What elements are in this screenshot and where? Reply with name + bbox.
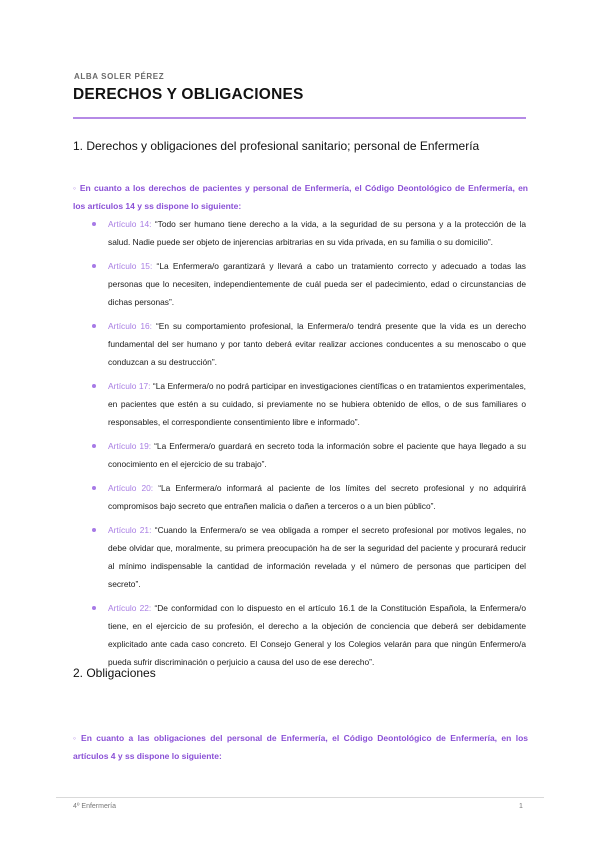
article-ref: Artículo 16: [108, 321, 153, 331]
intro-bullet-icon: ◦ [73, 733, 79, 743]
list-item [108, 257, 526, 311]
intro-bullet-icon: ◦ [73, 183, 77, 193]
list-item [108, 317, 526, 371]
bullet-icon [92, 324, 96, 328]
author-name: ALBA SOLER PÉREZ [74, 72, 165, 81]
bullet-icon [92, 606, 96, 610]
article-ref: Artículo 20: [108, 483, 154, 493]
article-text: “La Enfermera/o informará al paciente de los límites del secreto profesional y no adquirirá compromisos bajo secreto que entrañen malicia o dañen a terceros o a un bien público”. [108, 483, 526, 511]
title-divider [73, 117, 526, 119]
page-number: 1 [519, 803, 523, 810]
section-heading-1: 1. Derechos y obligaciones del profesional sanitario; personal de Enfermería [73, 139, 480, 153]
bullet-icon [92, 222, 96, 226]
section-intro-1-text: En cuanto a los derechos de pacientes y personal de Enfermería, el Código Deontológico de Enfermería, en los artículos 14 y ss dispone lo siguiente: [73, 183, 529, 211]
article-text: “La Enfermera/o garantizará y llevará a cabo un tratamiento correcto y adecuado a todas las personas que lo necesiten, independientemente de cuál pueda ser el padecimiento, edad o circunstancias de dichas personas”. [108, 261, 526, 307]
list-item [108, 521, 526, 593]
footer-divider [56, 797, 544, 798]
article-ref: Artículo 21: [108, 525, 152, 535]
list-item [108, 599, 526, 671]
article-text: “Todo ser humano tiene derecho a la vida, a la seguridad de su persona y a la protección de la salud. Nadie puede ser objeto de injerencias arbitrarias en su vida privada, en su familia o su domicilio”. [108, 219, 527, 247]
article-text: “La Enfermera/o no podrá participar en investigaciones científicas o en tratamientos experimentales, en pacientes que estén a su cuidado, si previamente no se hubiera obtenido de ellos, o de sus familiares o responsables, el correspondiente consentimiento libre e informado”. [108, 381, 526, 427]
section-intro-2 [73, 729, 528, 765]
list-item [108, 479, 526, 515]
list-item [108, 377, 526, 431]
bullet-icon [92, 444, 96, 448]
article-ref: Artículo 14: [108, 219, 152, 229]
section-intro-1 [73, 179, 528, 215]
list-item [108, 437, 526, 473]
document-title: DERECHOS Y OBLIGACIONES [73, 86, 304, 103]
bullet-icon [92, 486, 96, 490]
article-text: “De conformidad con lo dispuesto en el artículo 16.1 de la Constitución Española, la Enfermera/o tiene, en el ejercicio de su profesión, el derecho a la objeción de conciencia que deberá ser debidamente explicitado ante cada caso concreto. El Consejo General y los Colegios velarán para que ningún Enfermero/a pueda sufrir discriminación o perjuicio a causa del uso de ese derecho”. [108, 603, 526, 667]
article-ref: Artículo 15: [108, 261, 153, 271]
article-text: “La Enfermera/o guardará en secreto toda la información sobre el paciente que haya llegado a su conocimiento en el ejercicio de su trabajo”. [108, 441, 526, 469]
article-ref: Artículo 19: [108, 441, 152, 451]
article-ref: Artículo 22: [108, 603, 152, 613]
article-ref: Artículo 17: [108, 381, 151, 391]
bullet-icon [92, 264, 96, 268]
section-heading-2: 2. Obligaciones [73, 666, 156, 680]
article-text: “En su comportamiento profesional, la Enfermera/o tendrá presente que la vida es un derecho fundamental del ser humano y por tanto deberá evitar realizar acciones conducentes a su menoscabo o que conduzcan a su destrucción”. [108, 321, 526, 367]
list-item [108, 215, 526, 251]
articles-list [108, 215, 526, 677]
footer-course: 4º Enfermería [73, 803, 117, 810]
section-intro-2-text: En cuanto a las obligaciones del personal de Enfermería, el Código Deontológico de Enfermería, en los artículos 4 y ss dispone lo siguiente: [73, 733, 529, 761]
bullet-icon [92, 384, 96, 388]
article-text: “Cuando la Enfermera/o se vea obligada a romper el secreto profesional por motivos legales, no debe olvidar que, moralmente, su primera preocupación ha de ser la seguridad del paciente y procurará reducir al mínimo indispensable la cantidad de información revelada y el número de personas que participen del secreto”. [108, 525, 526, 589]
bullet-icon [92, 528, 96, 532]
